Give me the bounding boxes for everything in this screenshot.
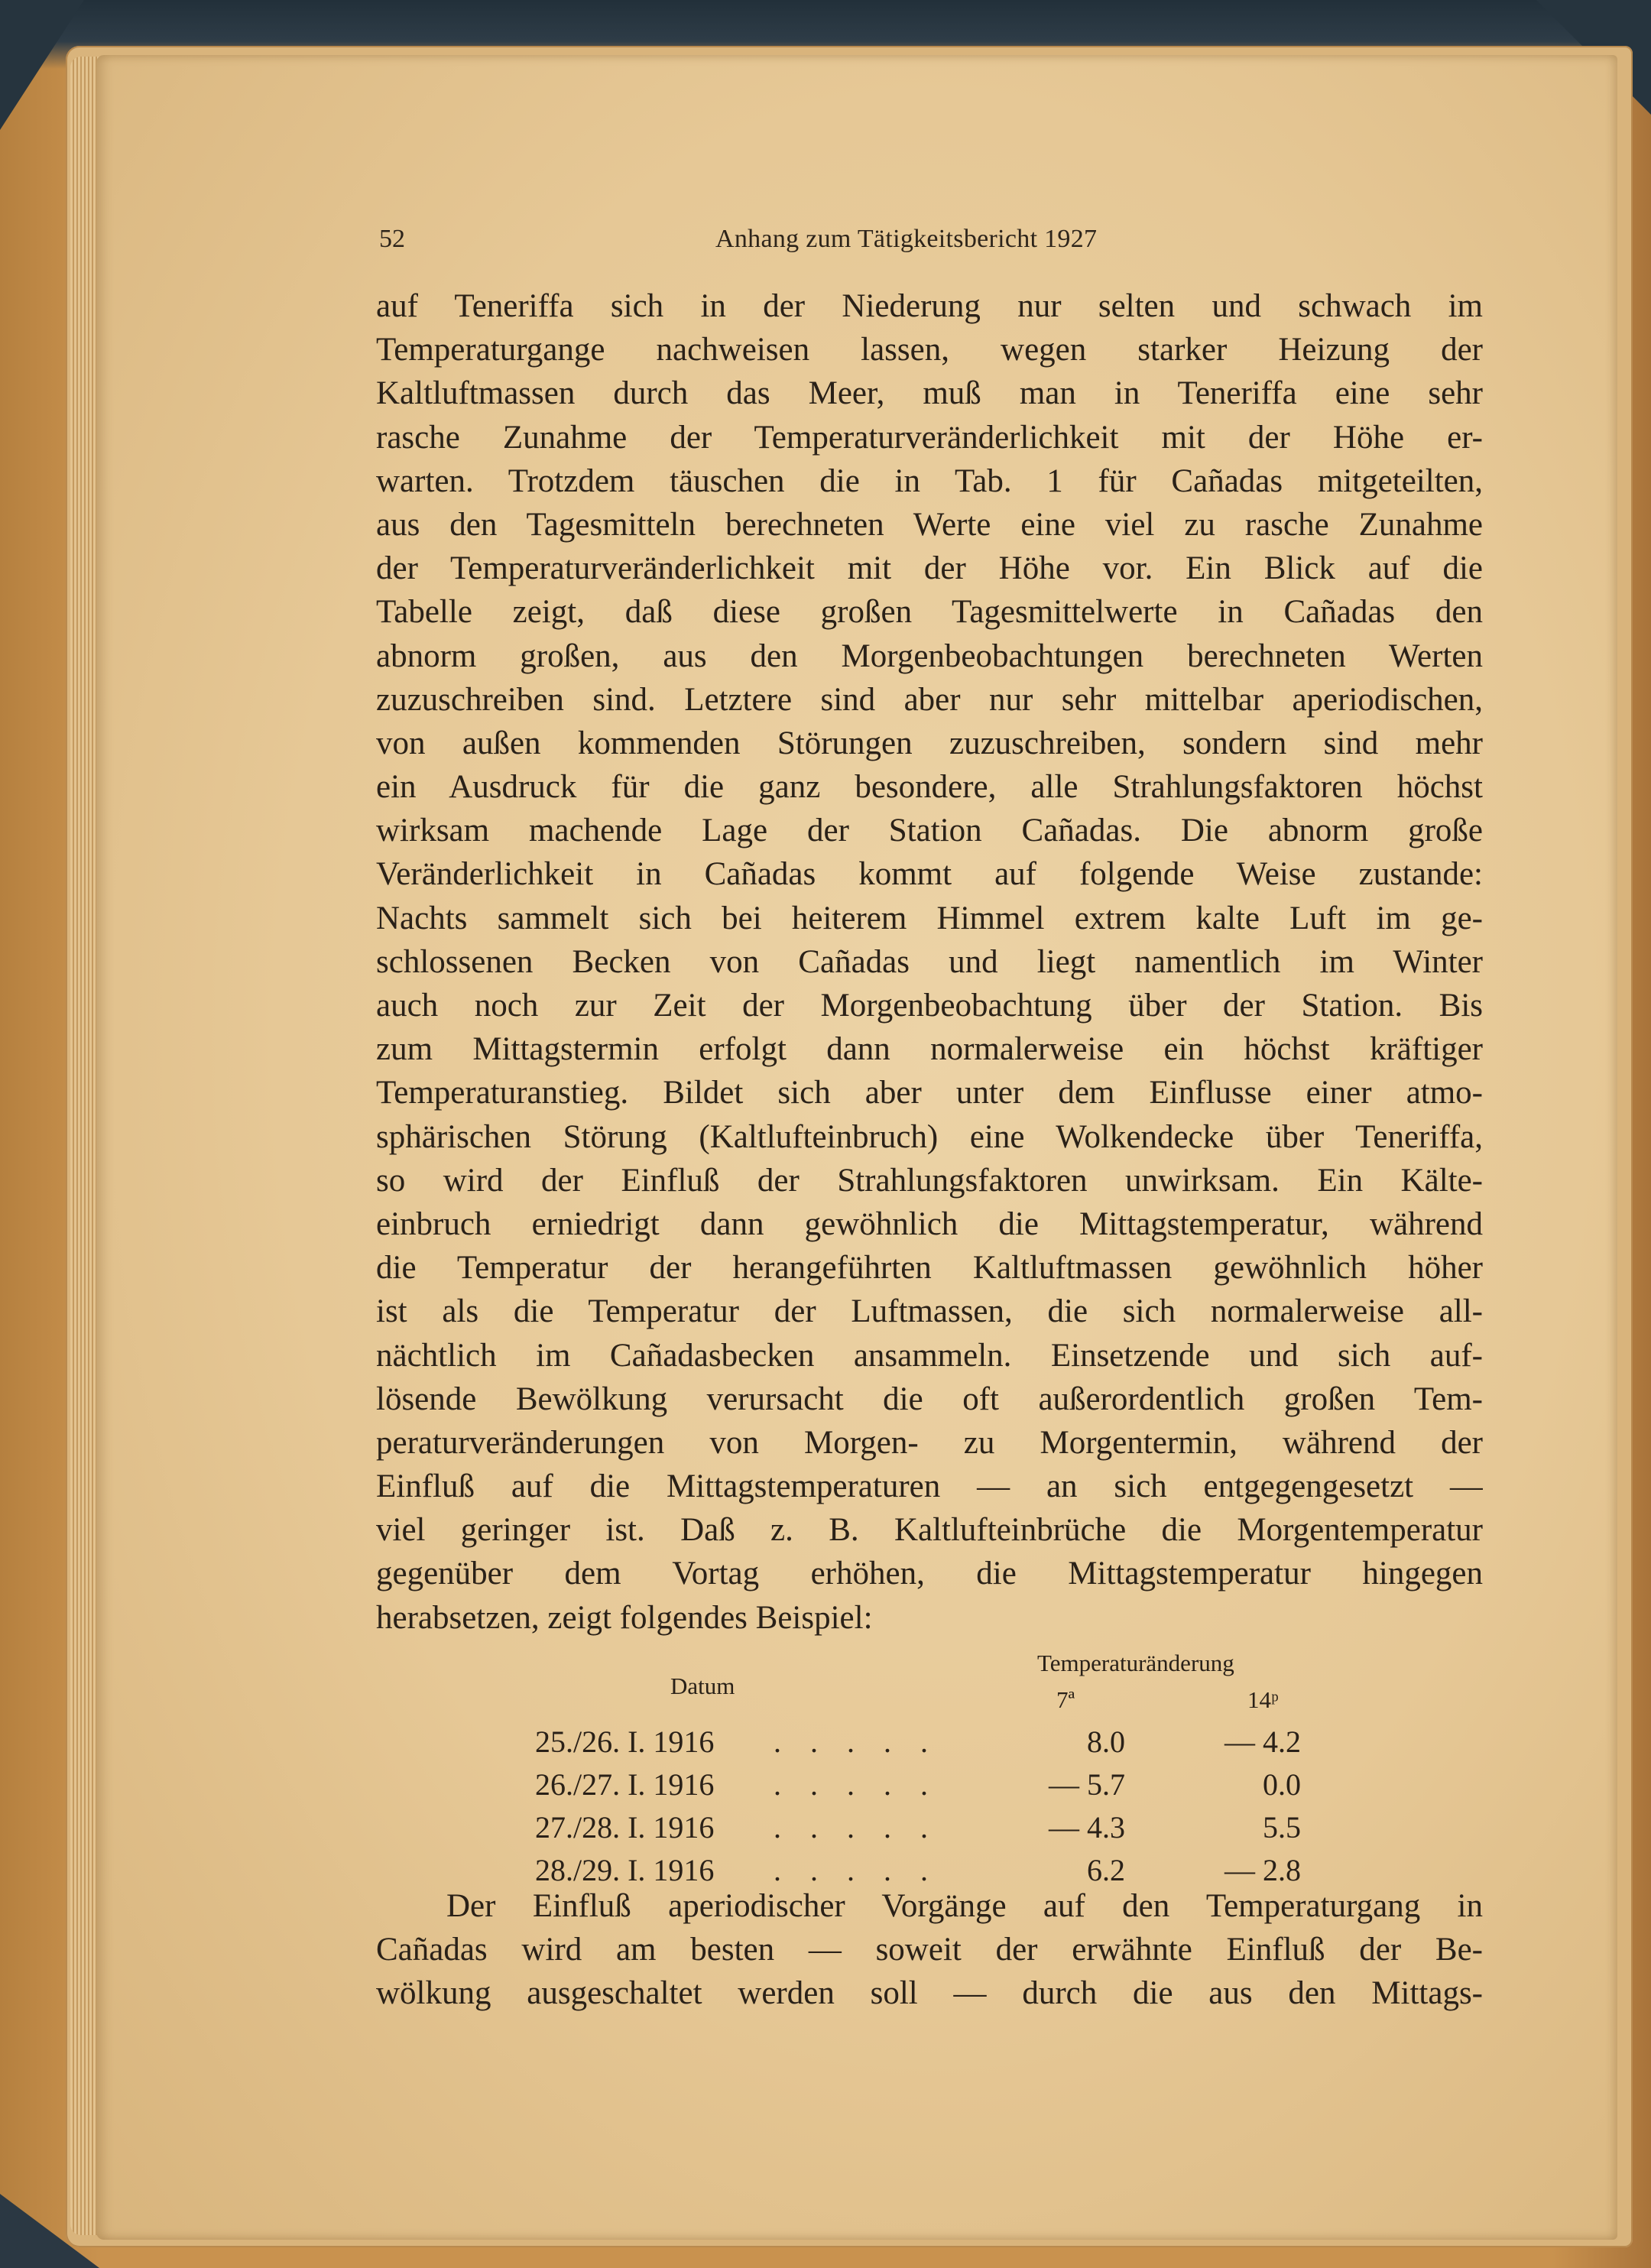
text-line: Veränderlichkeit in Cañadas kommt auf folgende Weise zustande: [376,856,1483,893]
text-line: so wird der Einfluß der Strahlungsfaktoren unwirksam. Ein Kälte- [376,1162,1483,1199]
column-header-14p: 14ᵖ [1247,1686,1279,1713]
text-line: viel geringer ist. Daß z. B. Kaltlufteinbrüche die Morgentemperatur [376,1512,1483,1549]
text-line: nächtlich im Cañadasbecken ansammeln. Einsetzende und sich auf- [376,1337,1483,1374]
text-line: Einfluß auf die Mittagstemperaturen — an sich entgegengesetzt — [376,1468,1483,1505]
cell-date: 25./26. I. 1916 [535,1725,715,1759]
text-line: der Temperaturveränderlichkeit mit der Höhe vor. Ein Blick auf die [376,550,1483,587]
text-line: Nachts sammelt sich bei heiterem Himmel extrem kalte Luft im ge- [376,900,1483,936]
text-line: aus den Tagesmitteln berechneten Werte eine viel zu rasche Zunahme [376,506,1483,543]
column-header-7a: 7ª [1056,1686,1075,1713]
cell-14p: 0.0 [1263,1767,1301,1802]
text-line: wirksam machende Lage der Station Cañadas. Die abnorm große [376,813,1483,849]
cell-7a: 8.0 [1087,1725,1125,1759]
cell-7a: — 4.3 [1049,1810,1125,1845]
page-number: 52 [379,225,405,253]
text-line: ein Ausdruck für die ganz besondere, alle Strahlungsfaktoren höchst [376,769,1483,806]
cell-date: 27./28. I. 1916 [535,1810,715,1845]
paragraph-2 [376,1884,1483,2016]
running-title: Anhang zum Tätigkeitsbericht 1927 [715,225,1098,253]
text-line: Cañadas wird am besten — soweit der erwähnte Einfluß der Be- [376,1932,1483,1968]
leader-dots: . . . . . [774,1810,939,1845]
text-line: die Temperatur der herangeführten Kaltluftmassen gewöhnlich höher [376,1250,1483,1286]
cell-14p: — 4.2 [1224,1725,1301,1759]
text-line: sphärischen Störung (Kaltlufteinbruch) eine Wolkendecke über Teneriffa, [376,1118,1483,1155]
text-line: lösende Bewölkung verursacht die oft außerordentlich großen Tem- [376,1381,1483,1417]
column-header-temperature-change: Temperaturänderung [1037,1650,1234,1676]
text-line: schlossenen Becken von Cañadas und liegt namentlich im Winter [376,943,1483,980]
cell-14p: — 2.8 [1224,1853,1301,1887]
text-line: zuzuschreiben sind. Letztere sind aber nur sehr mittelbar aperiodischen, [376,681,1483,718]
text-line: gegenüber dem Vortag erhöhen, die Mittagstemperatur hingegen [376,1556,1483,1592]
text-line: Tabelle zeigt, daß diese großen Tagesmittelwerte in Cañadas den [376,594,1483,631]
text-line: Kaltluftmassen durch das Meer, muß man in Teneriffa eine sehr [376,375,1483,412]
leader-dots: . . . . . [774,1853,939,1887]
text-line: ist als die Temperatur der Luftmassen, die sich normalerweise all- [376,1293,1483,1330]
table-row [376,1765,1483,1805]
cell-date: 26./27. I. 1916 [535,1767,715,1802]
cell-14p: 5.5 [1263,1810,1301,1845]
text-line: von außen kommenden Störungen zuzuschreiben, sondern sind mehr [376,725,1483,761]
text-line: warten. Trotzdem täuschen die in Tab. 1 für Cañadas mitgeteilten, [376,462,1483,499]
cell-7a: 6.2 [1087,1853,1125,1887]
text-line: abnorm großen, aus den Morgenbeobachtungen berechneten Werten [376,638,1483,674]
text-line: herabsetzen, zeigt folgendes Beispiel: [376,1599,873,1636]
temperature-change-table [376,1650,1483,1887]
text-line: auch noch zur Zeit der Morgenbeobachtung über der Station. Bis [376,988,1483,1024]
cell-7a: — 5.7 [1049,1767,1125,1802]
text-line: Temperaturanstieg. Bildet sich aber unter dem Einflusse einer atmo- [376,1075,1483,1111]
cell-date: 28./29. I. 1916 [535,1853,715,1887]
text-line: einbruch erniedrigt dann gewöhnlich die Mittagstemperatur, während [376,1205,1483,1242]
text-line: auf Teneriffa sich in der Niederung nur selten und schwach im [376,288,1483,324]
column-header-date: Datum [670,1673,735,1699]
text-line: zum Mittagstermin erfolgt dann normalerweise ein höchst kräftiger [376,1031,1483,1068]
text-line: wölkung ausgeschaltet werden soll — durch die aus den Mittags- [376,1975,1483,2012]
leader-dots: . . . . . [774,1767,939,1802]
table-row [376,1808,1483,1848]
text-line: rasche Zunahme der Temperaturveränderlichkeit mit der Höhe er- [376,419,1483,456]
paragraph-1 [376,284,1483,1640]
text-line: Der Einfluß aperiodischer Vorgänge auf den Temperaturgang in [446,1888,1483,1924]
text-line: peraturveränderungen von Morgen- zu Morgentermin, während der [376,1424,1483,1461]
leader-dots: . . . . . [774,1725,939,1759]
text-line: Temperaturgange nachweisen lassen, wegen starker Heizung der [376,332,1483,368]
table-row [376,1722,1483,1762]
